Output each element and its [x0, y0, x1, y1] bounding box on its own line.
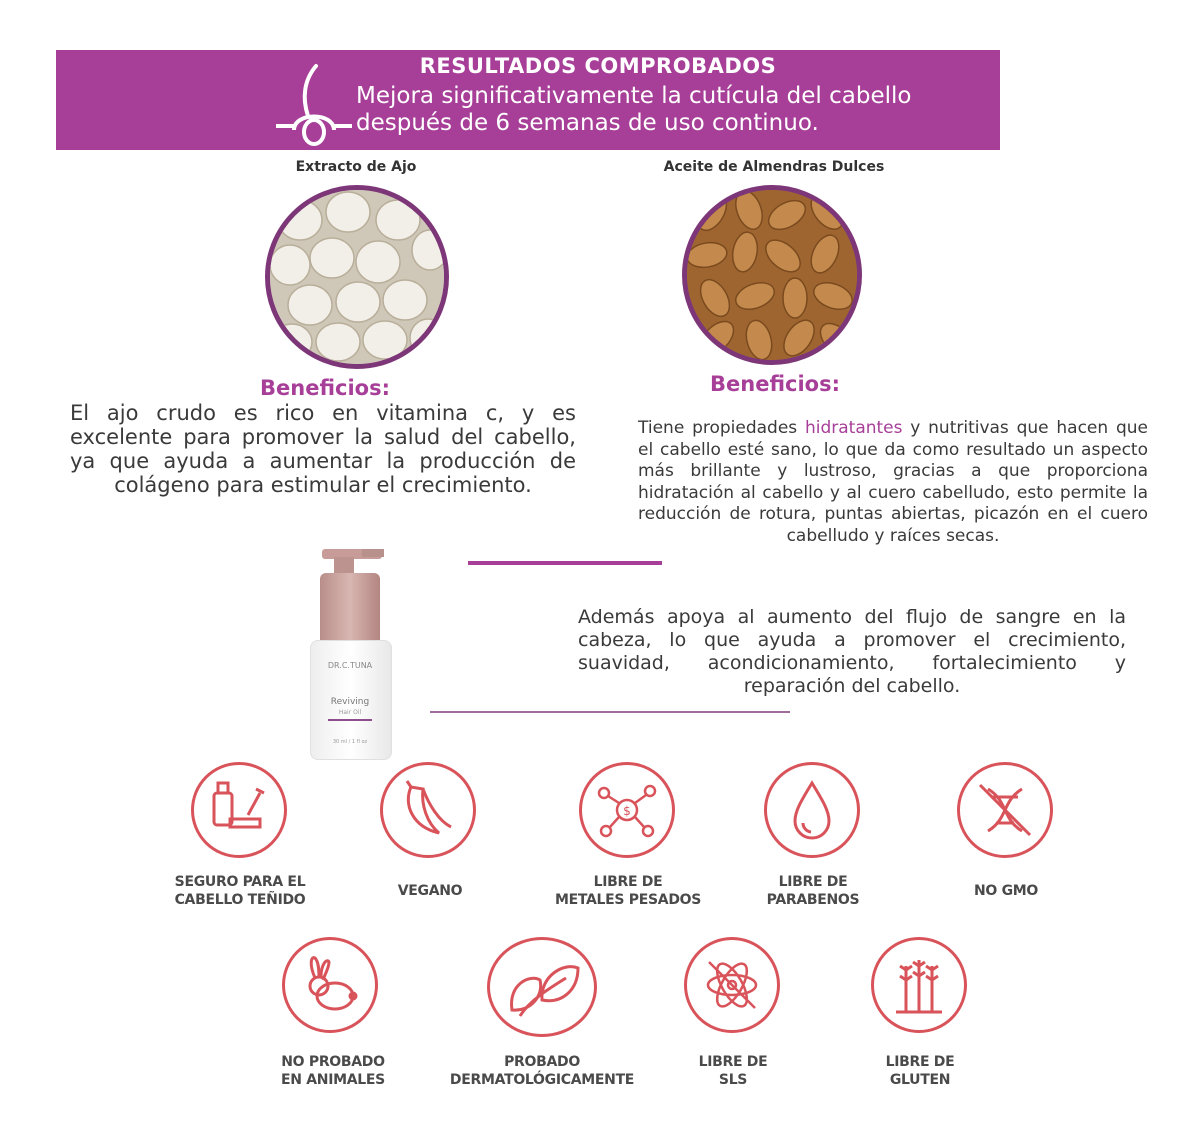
garlic-image: [265, 185, 449, 369]
product-subname: Hair Oil: [338, 709, 362, 716]
rabbit-cruelty-free-icon: [282, 937, 378, 1033]
banner-line-2: después de 6 semanas de uso continuo.: [356, 110, 819, 136]
feature-line-1: LIBRE DE: [778, 874, 848, 890]
feature-label-vegan: VEGANO: [397, 883, 463, 899]
leaves-dermatology-icon: [487, 937, 597, 1037]
results-banner: [56, 50, 1000, 150]
banner-title: RESULTADOS COMPROBADOS: [419, 54, 777, 78]
almond-benefits-text: [638, 418, 1148, 547]
garlic-benefits-text: El ajo crudo es rico en vitamina c, y es excelente para promover la salud del cabello, ya que ayuda a aumentar la producción de colágeno para estimular el crecimiento.: [70, 401, 576, 497]
feature-line-1: SEGURO PARA EL: [174, 874, 306, 890]
feature-label-gluten: [830, 1053, 1010, 1089]
sls-free-molecule-icon: [684, 937, 780, 1033]
feature-label-dyed-hair: [150, 873, 330, 909]
banana-vegan-icon: [380, 762, 476, 858]
feature-line-2: DERMATOLÓGICAMENTE: [449, 1072, 635, 1088]
paraben-free-drop-icon: [764, 762, 860, 858]
feature-line-2: SLS: [718, 1072, 748, 1088]
banner-line-1: Mejora significativamente la cutícula del cabello: [356, 83, 912, 109]
garlic-bulbs-illustration: [270, 190, 444, 364]
heavy-metals-free-icon: [579, 762, 675, 858]
feature-label-sls: [643, 1053, 823, 1089]
feature-line-2: EN ANIMALES: [281, 1072, 385, 1088]
feature-line-1: LIBRE DE: [593, 874, 663, 890]
gluten-free-wheat-icon: [871, 937, 967, 1033]
no-gmo-dna-icon: [957, 762, 1053, 858]
almond-image: [682, 185, 862, 365]
product-name: Reviving: [330, 697, 370, 707]
svg-text:$: $: [623, 804, 631, 818]
almond-text-end: y nutritivas que hacen que el cabello esté sano, lo que da como resultado un aspecto más brillante y lustroso, gracias a que proporciona hidratación al cabello y al cuero cabelludo, esto permite la reducción de rotura, puntas abiertas, picazón en el cuero cabelludo y raíces secas.: [638, 418, 1148, 546]
almond-text-highlight: hidratantes: [804, 418, 903, 438]
garlic-title: Extracto de Ajo: [295, 159, 417, 175]
banner-text: [356, 83, 996, 137]
product-volume: 30 ml / 1 fl oz: [332, 739, 368, 745]
garlic-benefits-heading: Beneficios:: [260, 376, 390, 400]
feature-line-2: CABELLO TEÑIDO: [174, 892, 306, 908]
thin-divider: [430, 711, 790, 713]
almond-text-start: Tiene propiedades: [638, 418, 805, 438]
feature-line-2: GLUTEN: [889, 1072, 951, 1088]
hair-follicle-icon: [274, 58, 354, 148]
feature-line-2: PARABENOS: [766, 892, 860, 908]
feature-label-parabens: [723, 873, 903, 909]
product-bottle: [300, 545, 400, 765]
feature-line-1: NO PROBADO: [281, 1054, 385, 1070]
dyed-hair-safe-icon: [191, 762, 287, 858]
feature-label-dermatology: [425, 1053, 659, 1089]
almond-title: Aceite de Almendras Dulces: [663, 159, 885, 175]
purple-divider: [468, 561, 662, 565]
almond-benefits-heading: Beneficios:: [710, 372, 840, 396]
product-brand: DR.C.TUNA: [327, 661, 373, 670]
extra-benefits-text: Además apoya al aumento del flujo de sangre en la cabeza, lo que ayuda a promover el crecimiento, suavidad, acondicionamiento, fortalecimiento y reparación del cabello.: [578, 606, 1126, 697]
feature-line-1: PROBADO: [504, 1054, 580, 1070]
feature-label-no-animals: [243, 1053, 423, 1089]
feature-label-no-gmo: NO GMO: [973, 883, 1039, 899]
feature-line-2: METALES PESADOS: [554, 892, 702, 908]
feature-line-1: LIBRE DE: [698, 1054, 768, 1070]
feature-line-1: LIBRE DE: [885, 1054, 955, 1070]
almonds-illustration: [687, 190, 857, 360]
feature-label-heavy-metals: [538, 873, 718, 909]
